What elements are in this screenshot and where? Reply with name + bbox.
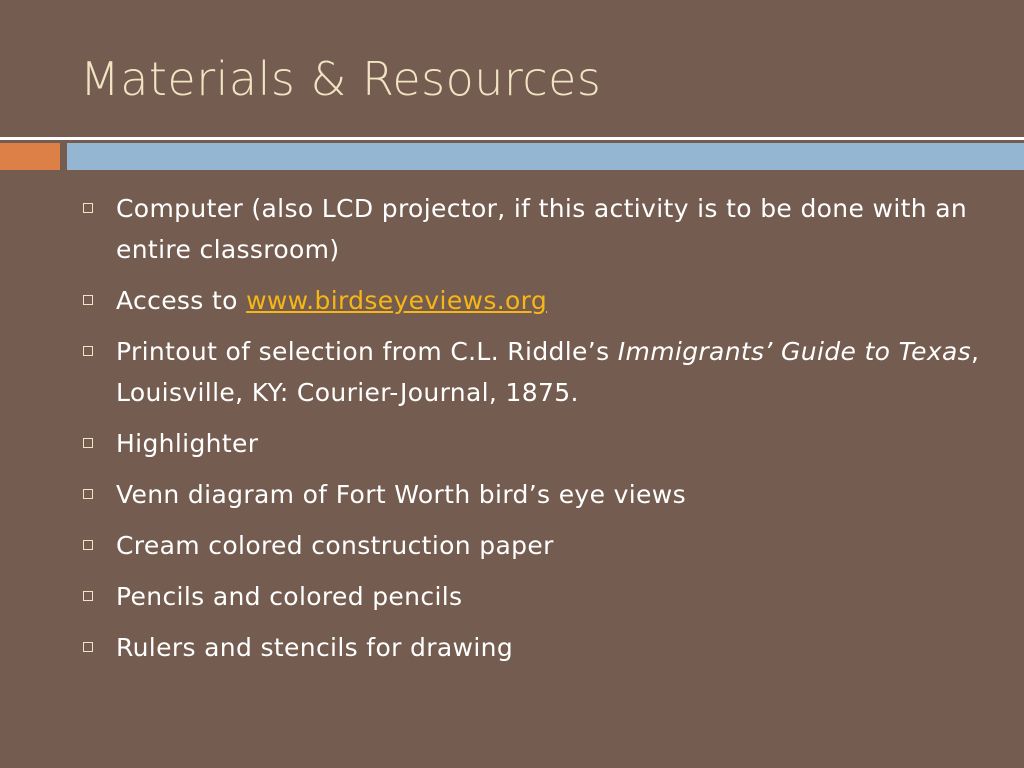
- list-item-text: Printout of selection from C.L. Riddle’s: [116, 337, 618, 366]
- title-divider-line: [0, 137, 1024, 140]
- square-outline-icon: [83, 203, 93, 213]
- accent-bar-orange: [0, 143, 60, 170]
- list-item-text: Rulers and stencils for drawing: [116, 633, 514, 662]
- book-title-italic: Immigrants’ Guide to Texas: [617, 337, 972, 366]
- list-item-pencils: [80, 576, 990, 617]
- list-item-text: Pencils and colored pencils: [116, 582, 463, 611]
- square-outline-icon: [83, 346, 93, 356]
- list-item-text-tail: , Louisville, KY: Courier-Journal, 1875.: [116, 337, 980, 407]
- square-outline-icon: [83, 591, 93, 601]
- list-item-venn-diagram: [80, 474, 990, 515]
- list-item-highlighter: [80, 423, 990, 464]
- list-item-text: Computer (also LCD projector, if this activity is to be done with an entire classroom): [116, 194, 968, 264]
- list-item-text: Access to: [116, 286, 247, 315]
- list-item-text: Venn diagram of Fort Worth bird’s eye views: [116, 480, 686, 509]
- materials-list: [80, 188, 990, 678]
- slide-title: Materials & Resources: [80, 52, 602, 106]
- accent-bar-blue: [67, 143, 1024, 170]
- list-item-printout: [80, 331, 990, 413]
- list-item-access: [80, 280, 990, 321]
- list-item-text: Highlighter: [116, 429, 259, 458]
- square-outline-icon: [83, 489, 93, 499]
- square-outline-icon: [83, 540, 93, 550]
- birdseyeviews-link[interactable]: www.birdseyeviews.org: [246, 286, 548, 315]
- list-item-rulers: [80, 627, 990, 668]
- list-item-text: Cream colored construction paper: [116, 531, 554, 560]
- list-item-construction-paper: [80, 525, 990, 566]
- square-outline-icon: [83, 438, 93, 448]
- square-outline-icon: [83, 295, 93, 305]
- square-outline-icon: [83, 642, 93, 652]
- list-item-computer: [80, 188, 990, 270]
